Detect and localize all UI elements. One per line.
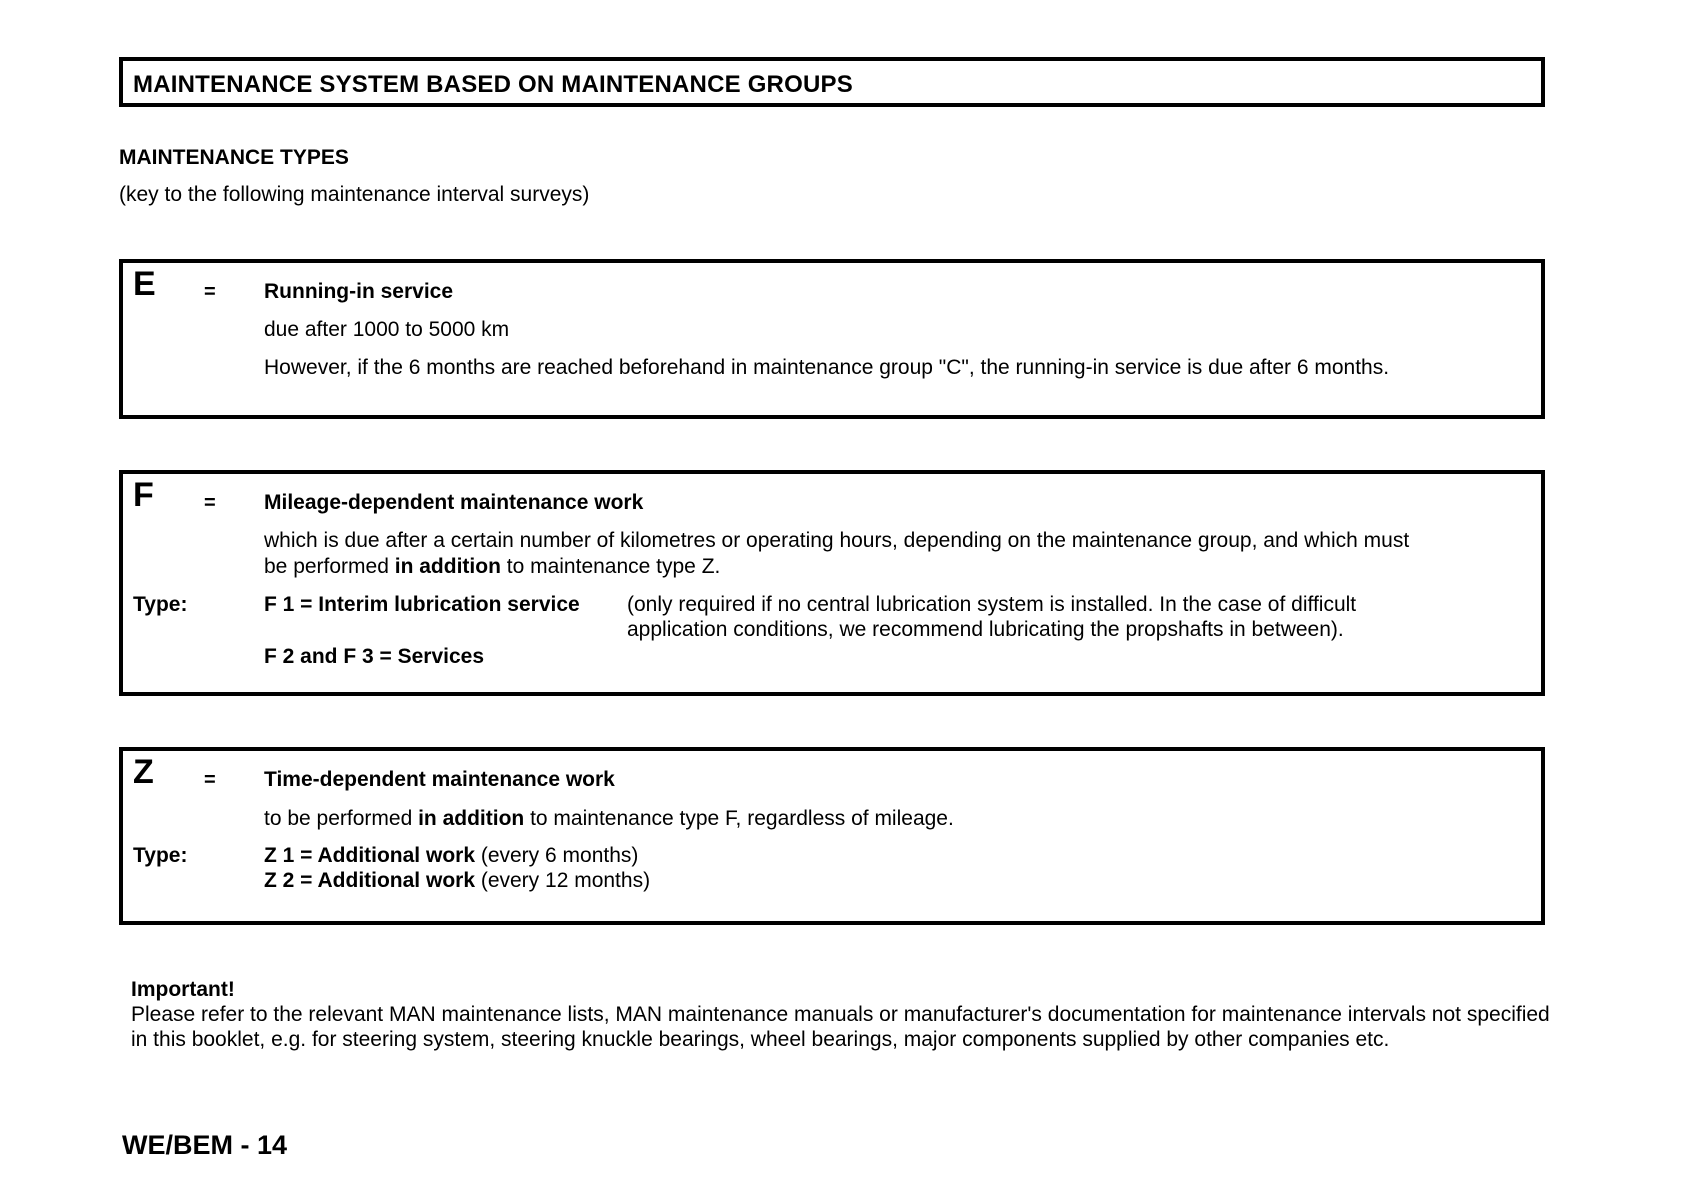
type-z1-line bbox=[264, 843, 638, 869]
page-number-label: WE/BEM - 14 bbox=[122, 1130, 288, 1160]
type-e-title: Running-in service bbox=[264, 280, 454, 303]
type-f1-note-line1: (only required if no central lubrication system is installed. In the case of difficult bbox=[627, 593, 1357, 616]
important-title: Important! bbox=[131, 978, 235, 1001]
type-e-letter: E bbox=[133, 265, 156, 303]
type-e-equals: = bbox=[204, 281, 216, 303]
type-z2-note: (every 12 months) bbox=[475, 869, 651, 892]
type-z2-line bbox=[264, 868, 650, 894]
type-f1-note-line2: application conditions, we recommend lubricating the propshafts in between). bbox=[627, 618, 1344, 641]
type-e-line1: due after 1000 to 5000 km bbox=[264, 318, 510, 341]
type-z-desc bbox=[264, 806, 954, 832]
type-f-type-label: Type: bbox=[133, 593, 188, 616]
important-note bbox=[131, 977, 1551, 1052]
type-z1-note: (every 6 months) bbox=[475, 844, 639, 867]
section-heading: MAINTENANCE TYPES bbox=[119, 146, 349, 169]
title-box bbox=[119, 57, 1545, 107]
type-z-equals: = bbox=[204, 769, 216, 791]
maintenance-type-z-box bbox=[119, 747, 1545, 925]
type-f-letter: F bbox=[133, 476, 154, 514]
type-z2-bold: Z 2 = Additional work bbox=[264, 869, 475, 892]
type-f-equals: = bbox=[204, 492, 216, 514]
type-f1-label: F 1 = Interim lubrication service bbox=[264, 593, 580, 616]
type-z-type-label: Type: bbox=[133, 844, 188, 867]
type-f-desc-line1: which is due after a certain number of kilometres or operating hours, depending on the maintenance group, and which must bbox=[264, 529, 1410, 552]
maintenance-type-f-box bbox=[119, 470, 1545, 696]
type-f-desc-line2 bbox=[264, 554, 720, 580]
type-z-desc-pre: to be performed bbox=[264, 807, 419, 830]
type-z-desc-post: to maintenance type F, regardless of mileage. bbox=[524, 807, 954, 830]
important-text: Please refer to the relevant MAN maintenance lists, MAN maintenance manuals or manufacturer's documentation for maintenance intervals not specified in this booklet, e.g. for steering system, steering knuckle bearings, wheel bearings, major components supplied by other companies etc. bbox=[131, 1003, 1550, 1051]
type-f-desc-line2-post: to maintenance type Z. bbox=[500, 555, 721, 578]
type-f-title: Mileage-dependent maintenance work bbox=[264, 491, 644, 514]
type-z-desc-bold: in addition bbox=[418, 807, 525, 830]
type-e-line2: However, if the 6 months are reached beforehand in maintenance group "C", the running-in service is due after 6 months. bbox=[264, 356, 1390, 379]
type-z-title: Time-dependent maintenance work bbox=[264, 768, 615, 791]
type-f23-label: F 2 and F 3 = Services bbox=[264, 645, 485, 668]
type-f-desc-line2-bold: in addition bbox=[394, 555, 501, 578]
type-z1-bold: Z 1 = Additional work bbox=[264, 844, 475, 867]
section-subheading: (key to the following maintenance interval surveys) bbox=[119, 183, 590, 206]
maintenance-type-e-box bbox=[119, 259, 1545, 419]
page-title: MAINTENANCE SYSTEM BASED ON MAINTENANCE GROUPS bbox=[133, 71, 853, 98]
type-z-letter: Z bbox=[133, 753, 154, 791]
type-f-desc-line2-pre: be performed bbox=[264, 555, 395, 578]
